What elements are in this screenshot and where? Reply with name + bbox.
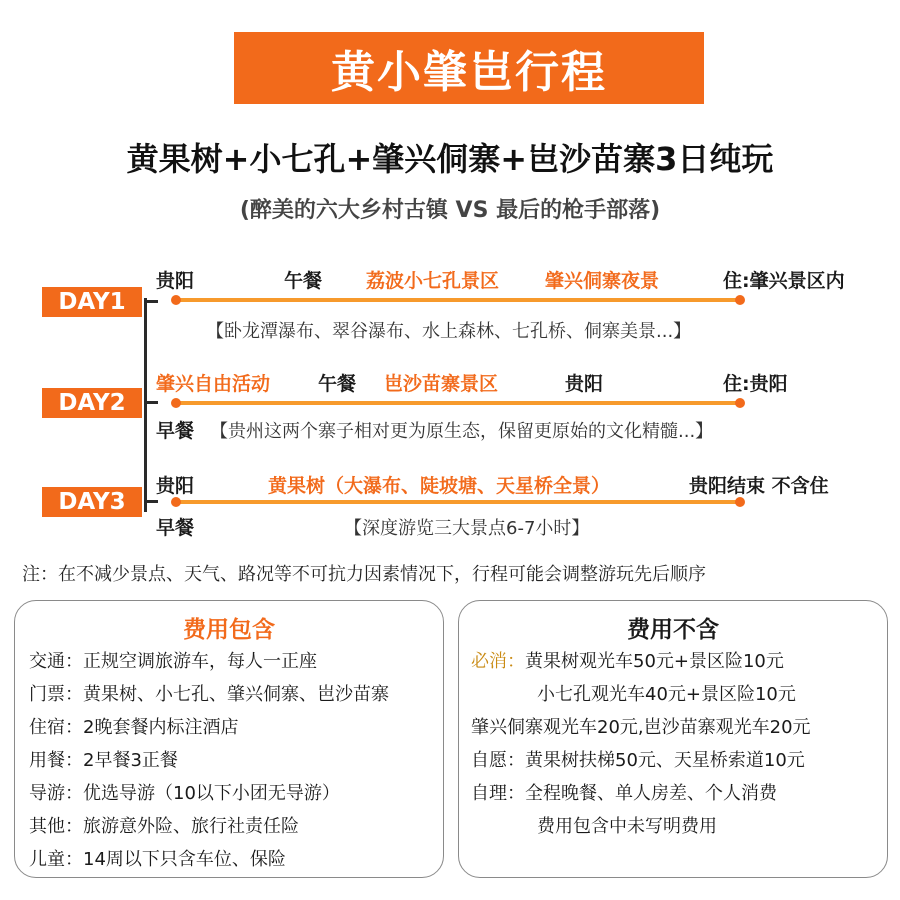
day3-connector bbox=[144, 500, 158, 503]
day3-stop-end: 贵阳结束 不含住 bbox=[689, 475, 829, 497]
day2-meal: 早餐 bbox=[156, 420, 195, 442]
day2-route-line bbox=[176, 401, 740, 405]
day2-connector bbox=[144, 401, 158, 404]
route-subtitle: 黄果树+小七孔+肇兴侗寨+岜沙苗寨3日纯玩 bbox=[126, 140, 774, 178]
day3-stop-huangguoshu: 黄果树（大瀑布、陡坡塘、天星桥全景） bbox=[268, 475, 611, 497]
day1-stop-xiaoqikong: 荔波小七孔景区 bbox=[366, 270, 500, 292]
included-row-lodging: 住宿：2晚套餐内标注酒店 bbox=[29, 717, 239, 738]
day1-stop-zhaoxing-night: 肇兴侗寨夜景 bbox=[545, 270, 660, 292]
included-row-tickets: 门票：黄果树、小七孔、肇兴侗寨、岜沙苗寨 bbox=[29, 684, 389, 705]
day2-stop-lunch: 午餐 bbox=[318, 373, 357, 395]
excluded-row-voluntary: 自愿：黄果树扶梯50元、天星桥索道10元 bbox=[471, 750, 805, 771]
day2-start-dot bbox=[171, 398, 181, 408]
day3-end-dot bbox=[735, 497, 745, 507]
day1-stop-hotel: 住:肇兴景区内 bbox=[723, 270, 845, 292]
excluded-row-self-paid-2: 费用包含中未写明费用 bbox=[537, 816, 717, 837]
excluded-title: 费用不含 bbox=[627, 617, 719, 643]
day1-description: 【卧龙潭瀑布、翠谷瀑布、水上森林、七孔桥、侗寨美景...】 bbox=[206, 321, 692, 342]
day1-end-dot bbox=[735, 295, 745, 305]
day2-stop-zhaoxing-free: 肇兴自由活动 bbox=[156, 373, 271, 395]
excluded-row-shuttles: 肇兴侗寨观光车20元,岜沙苗寨观光车20元 bbox=[471, 717, 811, 738]
included-row-guide: 导游：优选导游（10以下小团无导游） bbox=[29, 783, 340, 804]
day2-stop-basha: 岜沙苗寨景区 bbox=[384, 373, 499, 395]
included-card bbox=[14, 600, 444, 878]
included-row-transport: 交通：正规空调旅游车，每人一正座 bbox=[29, 651, 317, 672]
day1-stop-guiyang: 贵阳 bbox=[156, 270, 195, 292]
day2-stop-hotel: 住:贵阳 bbox=[723, 373, 788, 395]
day3-meal: 早餐 bbox=[156, 517, 195, 539]
day3-description: 【深度游览三大景点6-7小时】 bbox=[344, 518, 590, 539]
day3-stop-guiyang: 贵阳 bbox=[156, 475, 195, 497]
day3-badge: DAY3 bbox=[42, 487, 142, 517]
day1-start-dot bbox=[171, 295, 181, 305]
excluded-row-self-paid: 自理：全程晚餐、单人房差、个人消费 bbox=[471, 783, 777, 804]
included-title: 费用包含 bbox=[183, 617, 275, 643]
itinerary-note: 注：在不减少景点、天气、路况等不可抗力因素情况下，行程可能会调整游玩先后顺序 bbox=[22, 564, 706, 585]
included-row-insurance: 其他：旅游意外险、旅行社责任险 bbox=[29, 816, 299, 837]
excluded-card bbox=[458, 600, 888, 878]
timeline-axis bbox=[144, 298, 147, 512]
included-row-children: 儿童：14周以下只含车位、保险 bbox=[29, 849, 286, 870]
excluded-row-mandatory-2: 小七孔观光车40元+景区险10元 bbox=[537, 684, 796, 705]
day3-route-line bbox=[176, 500, 740, 504]
day2-description: 【贵州这两个寨子相对更为原生态，保留更原始的文化精髓...】 bbox=[210, 421, 714, 442]
day1-connector bbox=[144, 300, 158, 303]
day2-end-dot bbox=[735, 398, 745, 408]
day1-route-line bbox=[176, 298, 740, 302]
excluded-row-mandatory: 必消：黄果树观光车50元+景区险10元 bbox=[471, 651, 784, 672]
day2-stop-guiyang: 贵阳 bbox=[565, 373, 604, 395]
page-title: 黄小肇岜行程 bbox=[234, 32, 704, 104]
route-tagline: (醉美的六大乡村古镇 VS 最后的枪手部落) bbox=[239, 198, 661, 223]
day3-start-dot bbox=[171, 497, 181, 507]
day1-stop-lunch: 午餐 bbox=[284, 270, 323, 292]
day1-badge: DAY1 bbox=[42, 287, 142, 317]
included-row-meals: 用餐：2早餐3正餐 bbox=[29, 750, 178, 771]
day2-badge: DAY2 bbox=[42, 388, 142, 418]
